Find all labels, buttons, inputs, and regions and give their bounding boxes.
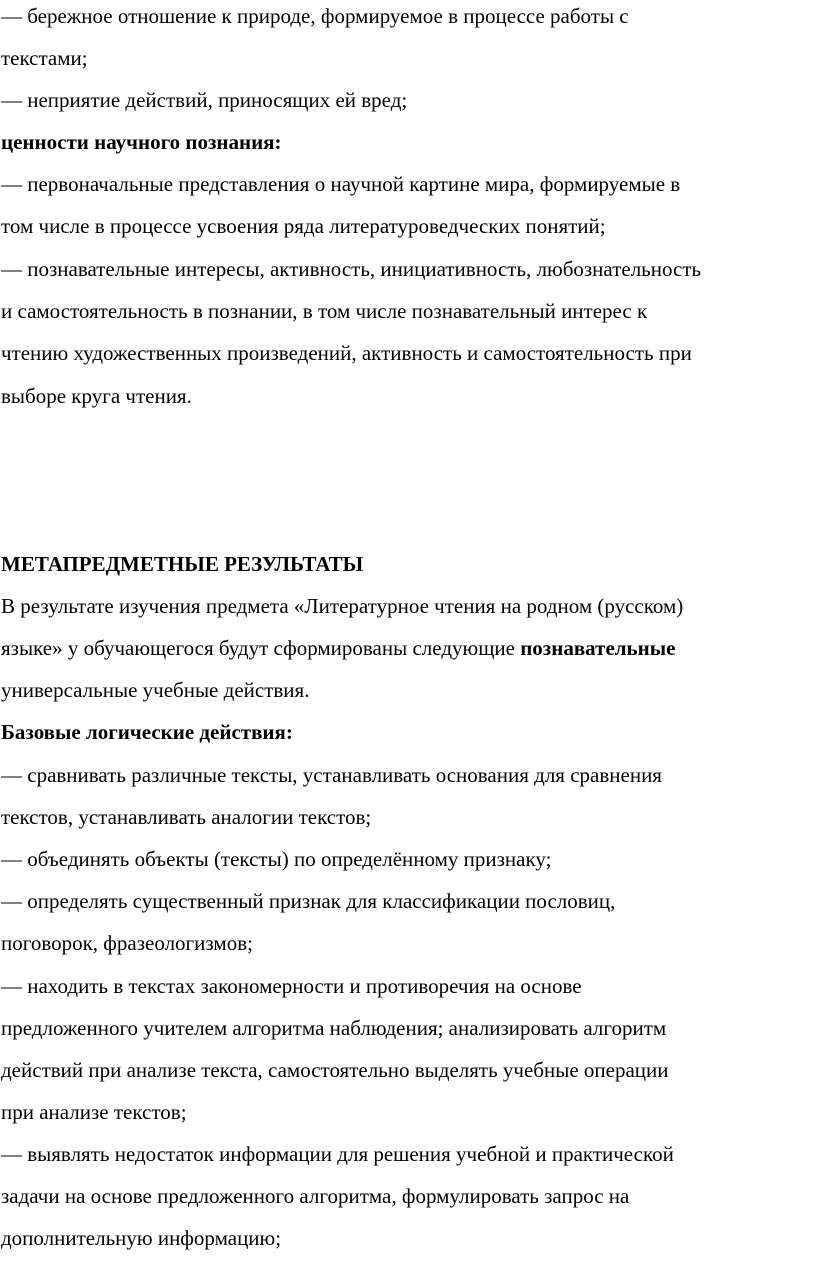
science-item1-line-1: — первоначальные представления о научной картине мира, формируемые в	[1, 172, 681, 196]
logic-item4-line-4: при анализе текстов;	[1, 1100, 187, 1124]
science-item2-line-4: выборе круга чтения.	[1, 384, 192, 408]
science-item2-line-2: и самостоятельность в познании, в том числе познавательный интерес к	[1, 299, 648, 323]
logic-item3-line-2: поговорок, фразеологизмов;	[1, 931, 253, 955]
intro-bold-word: познавательные	[520, 636, 676, 660]
logic-heading: Базовые логические действия:	[1, 720, 293, 744]
logic-item4-line-1: — находить в текстах закономерности и противоречия на основе	[1, 974, 582, 998]
logic-item4-line-2: предложенного учителем алгоритма наблюдения; анализировать алгоритм	[1, 1016, 667, 1040]
logic-item5-line-3: дополнительную информацию;	[1, 1226, 282, 1250]
logic-item5-line-2: задачи на основе предложенного алгоритма, формулировать запрос на	[1, 1184, 630, 1208]
intro-line-2	[1, 636, 675, 660]
logic-item5-line-1: — выявлять недостаток информации для решения учебной и практической	[1, 1142, 674, 1166]
science-item2-line-1: — познавательные интересы, активность, инициативность, любознательность	[1, 257, 702, 281]
harm-line: — неприятие действий, приносящих ей вред;	[1, 88, 408, 112]
science-item2-line-3: чтению художественных произведений, активность и самостоятельность при	[1, 341, 692, 365]
logic-item2-line-1: — объединять объекты (тексты) по определённому признаку;	[1, 847, 552, 871]
logic-item1-line-1: — сравнивать различные тексты, устанавливать основания для сравнения	[1, 763, 662, 787]
nature-line-2: текстами;	[1, 46, 88, 70]
section-heading: МЕТАПРЕДМЕТНЫЕ РЕЗУЛЬТАТЫ	[1, 552, 364, 576]
science-item1-line-2: том числе в процессе усвоения ряда литературоведческих понятий;	[1, 214, 606, 238]
logic-item1-line-2: текстов, устанавливать аналогии текстов;	[1, 805, 372, 829]
intro-line-3: универсальные учебные действия.	[1, 678, 310, 702]
logic-item3-line-1: — определять существенный признак для классификации пословиц,	[1, 889, 616, 913]
science-heading: ценности научного познания:	[1, 130, 282, 154]
nature-line-1: — бережное отношение к природе, формируемое в процессе работы с	[1, 4, 629, 28]
logic-item4-line-3: действий при анализе текста, самостоятельно выделять учебные операции	[1, 1058, 669, 1082]
intro-line-2-text: языке» у обучающегося будут сформированы следующие	[1, 636, 521, 660]
intro-line-1: В результате изучения предмета «Литературное чтения на родном (русском)	[1, 594, 684, 618]
